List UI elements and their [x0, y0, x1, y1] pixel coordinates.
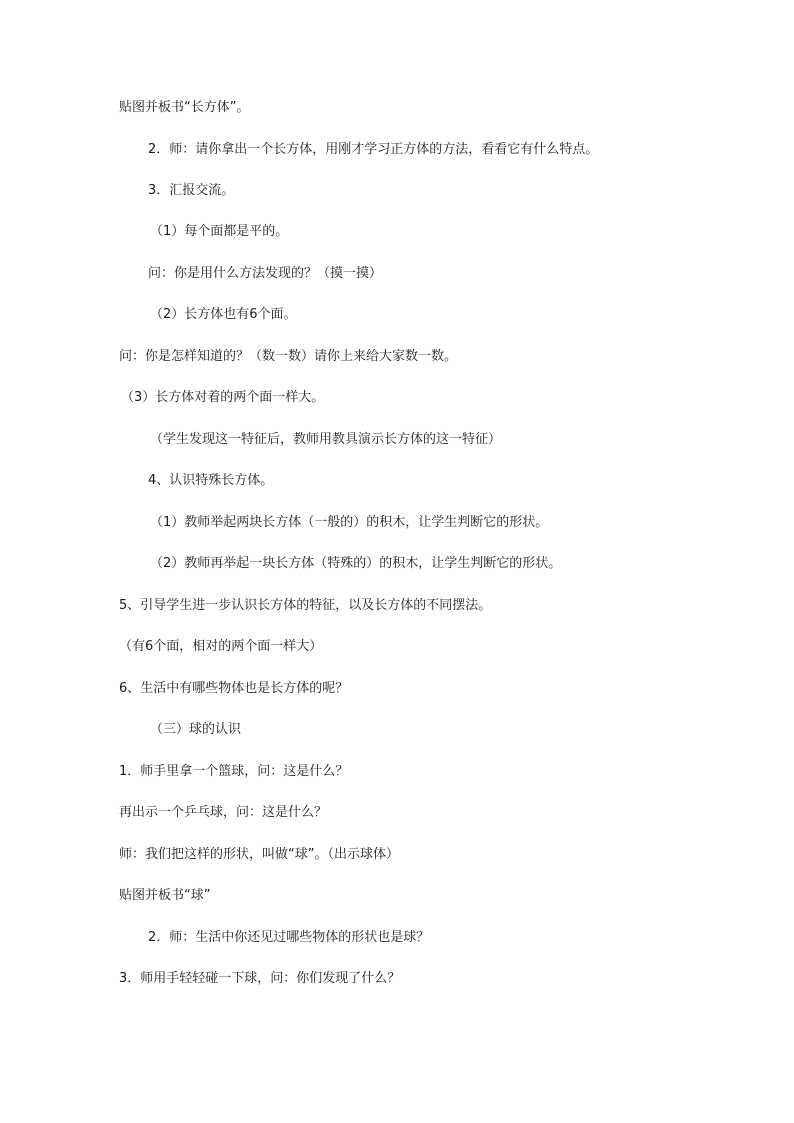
- text-line: 师：我们把这样的形状，叫做“球”。（出示球体）: [119, 847, 399, 862]
- text-line: 3．汇报交流。: [148, 183, 235, 198]
- text-line: 2．师：生活中你还见过哪些物体的形状也是球？: [148, 930, 430, 945]
- text-line: 4、认识特殊长方体。: [148, 473, 274, 488]
- text-line: （3）长方体对着的两个面一样大。: [121, 390, 325, 405]
- text-line: （2）长方体也有6个面。: [150, 307, 297, 322]
- text-line: 5、引导学生进一步认识长方体的特征，以及长方体的不同摆法。: [119, 598, 492, 613]
- text-line: 3．师用手轻轻碰一下球，问：你们发现了什么？: [119, 971, 401, 986]
- text-line: （2）教师再举起一块长方体（特殊的）的积木，让学生判断它的形状。: [150, 556, 562, 571]
- text-line: （学生发现这一特征后，教师用教具演示长方体的这一特征）: [150, 432, 502, 447]
- section-heading: （三）球的认识: [150, 722, 242, 737]
- text-line: 2．师：请你拿出一个长方体，用刚才学习正方体的方法，看看它有什么特点。: [148, 142, 599, 157]
- text-line: 再出示一个乒乓球，问：这是什么？: [119, 805, 328, 820]
- text-line: 贴图并板书“球”: [119, 888, 211, 903]
- text-line: 问：你是怎样知道的？（数一数）请你上来给大家数一数。: [119, 349, 458, 364]
- text-line: 问：你是用什么方法发现的？（摸一摸）: [148, 266, 383, 281]
- text-line: （1）每个面都是平的。: [150, 224, 289, 239]
- text-line: （有6个面，相对的两个面一样大）: [119, 639, 323, 654]
- text-line: 6、生活中有哪些物体也是长方体的呢？: [119, 681, 349, 696]
- text-line: 1．师手里拿一个篮球，问：这是什么？: [119, 764, 349, 779]
- text-line: 贴图并板书“长方体”。: [119, 100, 250, 115]
- text-line: （1）教师举起两块长方体（一般的）的积木，让学生判断它的形状。: [150, 515, 549, 530]
